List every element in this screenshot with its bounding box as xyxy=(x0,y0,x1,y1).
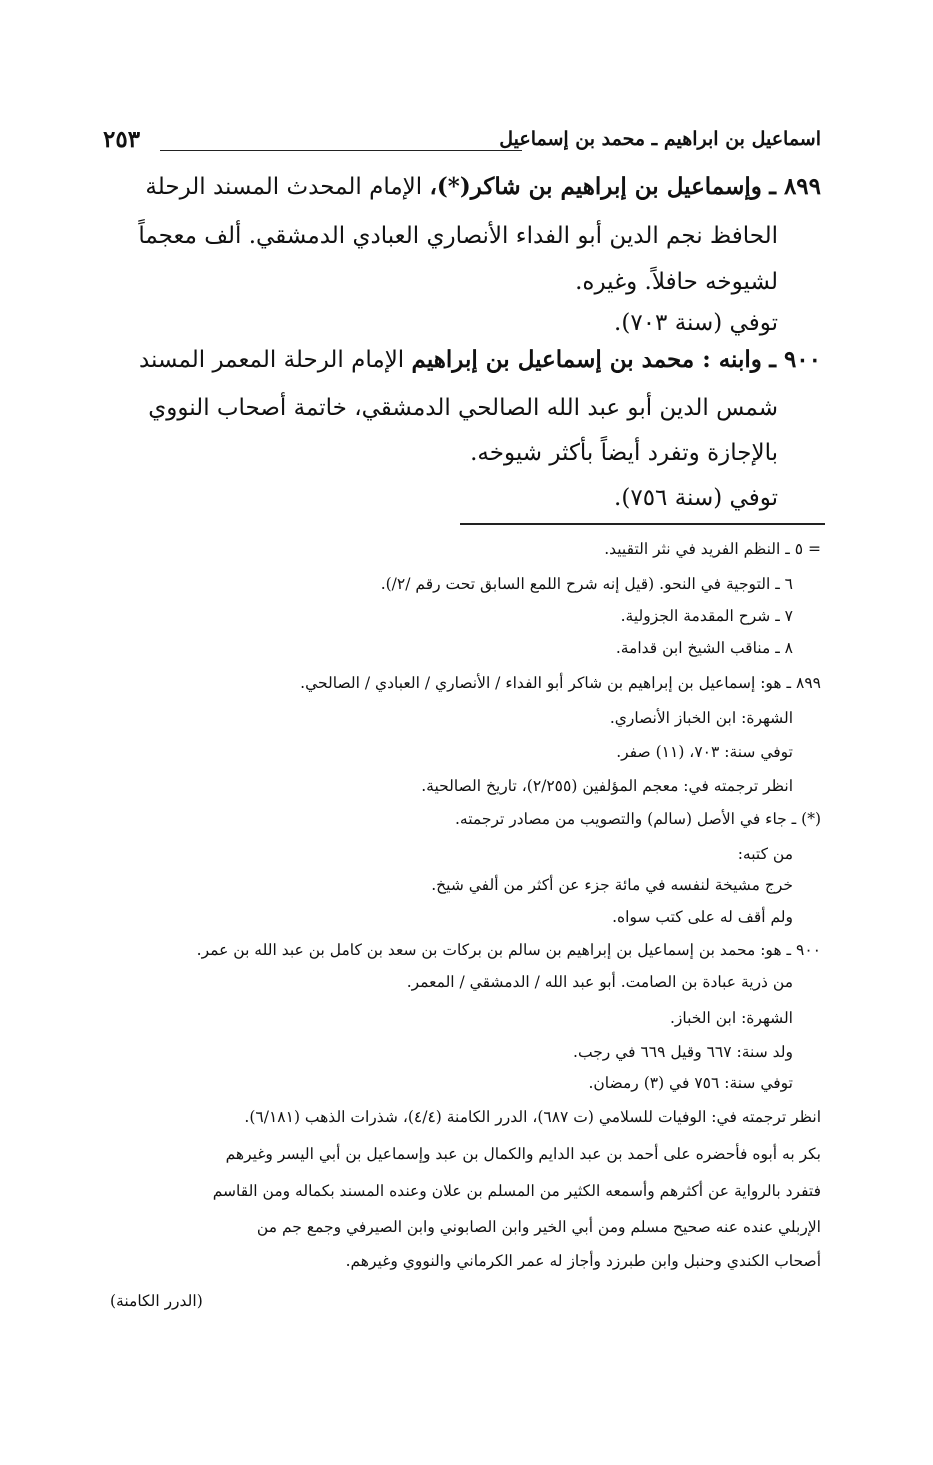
footnote-line: خرج مشيخة لنفسه في مائة جزء عن أكثر من ألفي شيخ. xyxy=(431,876,793,894)
entry-900-line-3: بالإجازة وتفرد أيضاً بأكثر شيوخه. xyxy=(470,440,778,466)
entry-899-line-1 xyxy=(145,170,821,204)
entry-900-death: توفي (سنة ٧٥٦). xyxy=(614,485,778,511)
footnote-line: فتفرد بالرواية عن أكثرهم وأسمعه الكثير من المسلم بن علان وعنده المسند بكماله ومن القاسم xyxy=(212,1182,821,1200)
entry-900-line-1 xyxy=(139,343,821,377)
entry-900-line-2: شمس الدين أبو عبد الله الصالحي الدمشقي، خاتمة أصحاب النووي xyxy=(148,395,778,421)
footnote-line: ٨٩٩ ـ هو: إسماعيل بن إبراهيم بن شاكر أبو الفداء / الأنصاري / العبادي / الصالحي. xyxy=(300,674,821,692)
header-rule xyxy=(160,150,522,151)
entry-899-number: ٨٩٩ ـ xyxy=(769,173,821,200)
entry-899-line-2: الحافظ نجم الدين أبو الفداء الأنصاري العبادي الدمشقي. ألف معجماً xyxy=(138,223,778,249)
footnote-line: ٩٠٠ ـ هو: محمد بن إسماعيل بن إبراهيم بن سالم بن بركات بن سعد بن كامل بن عبد الله بن عمر. xyxy=(196,941,821,959)
footnote-line: ٦ ـ التوجية في النحو. (قيل إنه شرح اللمع السابق تحت رقم /٢/). xyxy=(380,575,793,593)
footnote-source: (الدرر الكامنة) xyxy=(110,1292,203,1310)
footnote-line: انظر ترجمته في: الوفيات للسلامي (ت ٦٨٧)، الدرر الكامنة (٤/٤)، شذرات الذهب (٦/١٨١). xyxy=(244,1108,821,1126)
footnote-line: الإربلي عنده عنه صحيح مسلم ومن أبي الخير وابن الصابوني وابن الصيرفي وجمع جم من xyxy=(256,1218,821,1236)
footnote-line: الشهرة: ابن الخباز. xyxy=(669,1009,793,1027)
footnote-line: (*) ـ جاء في الأصل (سالم) والتصويب من مصادر ترجمته. xyxy=(455,810,821,828)
footnote-line: انظر ترجمته في: معجم المؤلفين (٢/٢٥٥)، تاريخ الصالحية. xyxy=(421,777,793,795)
footnote-line: ٨ ـ مناقب الشيخ ابن قدامة. xyxy=(615,639,793,657)
footnote-line: ٧ ـ شرح المقدمة الجزولية. xyxy=(620,607,793,625)
footnote-line: = ٥ ـ النظم الفريد في نثر التقييد. xyxy=(604,540,821,558)
running-title: اسماعيل بن ابراهيم ـ محمد بن إسماعيل xyxy=(499,128,821,150)
entry-900-number: ٩٠٠ ـ xyxy=(769,346,821,373)
footnote-line: من ذرية عبادة بن الصامت. أبو عبد الله / الدمشقي / المعمر. xyxy=(406,973,793,991)
footnote-line: توفي سنة: ٧٠٣، (١١) صفر. xyxy=(616,743,793,761)
entry-900-line-1-text: الإمام الرحلة المعمر المسند xyxy=(138,347,412,373)
entry-899-death: توفي (سنة ٧٠٣). xyxy=(614,310,778,336)
entry-899-line-1-text: الإمام المحدث المسند الرحلة xyxy=(145,174,430,200)
footnote-line: توفي سنة: ٧٥٦ في (٣) رمضان. xyxy=(588,1074,793,1092)
footnote-line: ولد سنة: ٦٦٧ وقيل ٦٦٩ في رجب. xyxy=(573,1043,793,1061)
footnote-line: من كتبه: xyxy=(737,845,793,863)
footnote-line: أصحاب الكندي وحنبل وابن طبرزد وأجاز له عمر الكرماني والنووي وغيرهم. xyxy=(345,1252,821,1270)
footnote-line: بكر به أبوه فأحضره على أحمد بن عبد الدايم والكمال بن عبد وإسماعيل بن أبي اليسر وغيرهم xyxy=(225,1145,821,1163)
footnote-line: الشهرة: ابن الخباز الأنصاري. xyxy=(609,709,793,727)
footnote-line: ولم أقف له على كتب سواه. xyxy=(612,908,793,926)
page-number: ٢٥٣ xyxy=(103,126,141,153)
footnote-separator xyxy=(460,523,825,525)
entry-899-line-3: لشيوخه حافلاً. وغيره. xyxy=(575,269,778,295)
entry-899-heading: وإسماعيل بن إبراهيم بن شاكر(*)، xyxy=(429,173,762,200)
entry-900-heading: وابنه : محمد بن إسماعيل بن إبراهيم xyxy=(411,346,762,373)
